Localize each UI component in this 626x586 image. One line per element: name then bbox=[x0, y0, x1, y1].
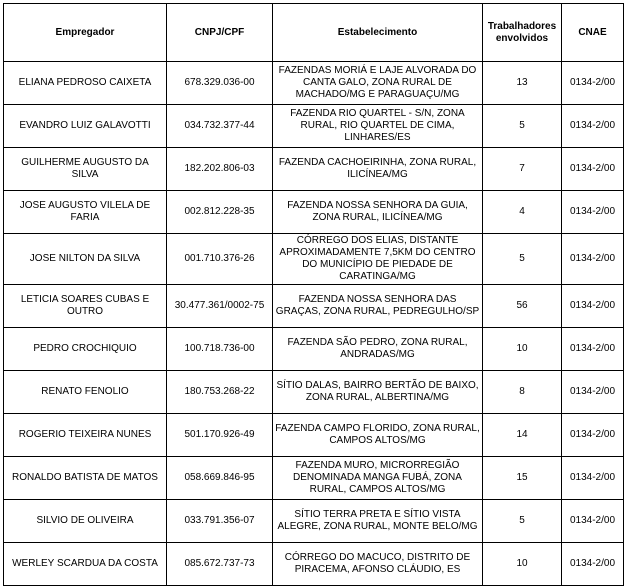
cell-trabalhadores: 7 bbox=[483, 148, 562, 191]
cell-cnae: 0134-2/00 bbox=[562, 414, 624, 457]
cell-empregador: JOSE AUGUSTO VILELA DE FARIA bbox=[4, 191, 167, 234]
cell-cnpj-cpf: 001.710.376-26 bbox=[167, 234, 273, 285]
cell-estabelecimento: SÍTIO TERRA PRETA E SÍTIO VISTA ALEGRE, ZONA RURAL, MONTE BELO/MG bbox=[273, 500, 483, 543]
cell-cnpj-cpf: 182.202.806-03 bbox=[167, 148, 273, 191]
cell-cnae: 0134-2/00 bbox=[562, 371, 624, 414]
table-header bbox=[4, 4, 624, 62]
cell-cnpj-cpf: 30.477.361/0002-75 bbox=[167, 285, 273, 328]
cell-cnae: 0134-2/00 bbox=[562, 148, 624, 191]
cell-estabelecimento: FAZENDAS MORIÁ E LAJE ALVORADA DO CANTA GALO, ZONA RURAL DE MACHADO/MG E PARAGUAÇU/MG bbox=[273, 62, 483, 105]
cell-cnpj-cpf: 180.753.268-22 bbox=[167, 371, 273, 414]
cell-cnpj-cpf: 058.669.846-95 bbox=[167, 457, 273, 500]
cell-empregador: EVANDRO LUIZ GALAVOTTI bbox=[4, 105, 167, 148]
table-row bbox=[4, 328, 624, 371]
header-trabalhadores: Trabalhadores envolvidos bbox=[483, 4, 562, 62]
table-row bbox=[4, 285, 624, 328]
cell-cnpj-cpf: 085.672.737-73 bbox=[167, 543, 273, 586]
header-row bbox=[4, 4, 624, 62]
table-row bbox=[4, 105, 624, 148]
cell-cnae: 0134-2/00 bbox=[562, 457, 624, 500]
header-cnpj-cpf: CNPJ/CPF bbox=[167, 4, 273, 62]
cell-trabalhadores: 5 bbox=[483, 105, 562, 148]
header-estabelecimento: Estabelecimento bbox=[273, 4, 483, 62]
cell-empregador: ELIANA PEDROSO CAIXETA bbox=[4, 62, 167, 105]
table-row bbox=[4, 234, 624, 285]
cell-estabelecimento: FAZENDA NOSSA SENHORA DAS GRAÇAS, ZONA RURAL, PEDREGULHO/SP bbox=[273, 285, 483, 328]
cell-cnpj-cpf: 033.791.356-07 bbox=[167, 500, 273, 543]
cell-empregador: SILVIO DE OLIVEIRA bbox=[4, 500, 167, 543]
table-row bbox=[4, 62, 624, 105]
cell-cnae: 0134-2/00 bbox=[562, 234, 624, 285]
cell-cnpj-cpf: 501.170.926-49 bbox=[167, 414, 273, 457]
cell-empregador: LETICIA SOARES CUBAS E OUTRO bbox=[4, 285, 167, 328]
cell-trabalhadores: 15 bbox=[483, 457, 562, 500]
cell-estabelecimento: SÍTIO DALAS, BAIRRO BERTÃO DE BAIXO, ZONA RURAL, ALBERTINA/MG bbox=[273, 371, 483, 414]
cell-estabelecimento: CÓRREGO DO MACUCO, DISTRITO DE PIRACEMA, AFONSO CLÁUDIO, ES bbox=[273, 543, 483, 586]
cell-trabalhadores: 8 bbox=[483, 371, 562, 414]
cell-empregador: RENATO FENOLIO bbox=[4, 371, 167, 414]
cell-trabalhadores: 56 bbox=[483, 285, 562, 328]
table-body bbox=[4, 62, 624, 586]
cell-estabelecimento: FAZENDA MURO, MICRORREGIÃO DENOMINADA MANGA FUBÁ, ZONA RURAL, CAMPOS ALTOS/MG bbox=[273, 457, 483, 500]
cell-cnae: 0134-2/00 bbox=[562, 328, 624, 371]
cell-trabalhadores: 14 bbox=[483, 414, 562, 457]
cell-cnae: 0134-2/00 bbox=[562, 543, 624, 586]
cell-cnae: 0134-2/00 bbox=[562, 285, 624, 328]
cell-cnae: 0134-2/00 bbox=[562, 62, 624, 105]
cell-empregador: PEDRO CROCHIQUIO bbox=[4, 328, 167, 371]
cell-cnpj-cpf: 034.732.377-44 bbox=[167, 105, 273, 148]
cell-trabalhadores: 5 bbox=[483, 500, 562, 543]
table-row bbox=[4, 371, 624, 414]
table-row bbox=[4, 457, 624, 500]
cell-cnae: 0134-2/00 bbox=[562, 191, 624, 234]
header-cnae: CNAE bbox=[562, 4, 624, 62]
cell-estabelecimento: FAZENDA CACHOEIRINHA, ZONA RURAL, ILICÍNEA/MG bbox=[273, 148, 483, 191]
cell-empregador: GUILHERME AUGUSTO DA SILVA bbox=[4, 148, 167, 191]
cell-cnae: 0134-2/00 bbox=[562, 105, 624, 148]
table-row bbox=[4, 500, 624, 543]
cell-cnpj-cpf: 100.718.736-00 bbox=[167, 328, 273, 371]
cell-estabelecimento: FAZENDA CAMPO FLORIDO, ZONA RURAL, CAMPOS ALTOS/MG bbox=[273, 414, 483, 457]
table-row bbox=[4, 191, 624, 234]
cell-empregador: WERLEY SCARDUA DA COSTA bbox=[4, 543, 167, 586]
cell-trabalhadores: 10 bbox=[483, 328, 562, 371]
header-empregador: Empregador bbox=[4, 4, 167, 62]
cell-empregador: ROGERIO TEIXEIRA NUNES bbox=[4, 414, 167, 457]
cell-estabelecimento: FAZENDA NOSSA SENHORA DA GUIA, ZONA RURAL, ILICÍNEA/MG bbox=[273, 191, 483, 234]
table-row bbox=[4, 543, 624, 586]
cell-estabelecimento: CÓRREGO DOS ELIAS, DISTANTE APROXIMADAMENTE 7,5KM DO CENTRO DO MUNICÍPIO DE PIEDADE DE CARATINGA/MG bbox=[273, 234, 483, 285]
cell-cnae: 0134-2/00 bbox=[562, 500, 624, 543]
table-row bbox=[4, 414, 624, 457]
cell-empregador: JOSE NILTON DA SILVA bbox=[4, 234, 167, 285]
cell-cnpj-cpf: 678.329.036-00 bbox=[167, 62, 273, 105]
cell-estabelecimento: FAZENDA RIO QUARTEL - S/N, ZONA RURAL, RIO QUARTEL DE CIMA, LINHARES/ES bbox=[273, 105, 483, 148]
cell-trabalhadores: 10 bbox=[483, 543, 562, 586]
cell-trabalhadores: 13 bbox=[483, 62, 562, 105]
cell-empregador: RONALDO BATISTA DE MATOS bbox=[4, 457, 167, 500]
table-row bbox=[4, 148, 624, 191]
cell-estabelecimento: FAZENDA SÃO PEDRO, ZONA RURAL, ANDRADAS/MG bbox=[273, 328, 483, 371]
cell-trabalhadores: 4 bbox=[483, 191, 562, 234]
employers-table bbox=[3, 3, 624, 586]
cell-cnpj-cpf: 002.812.228-35 bbox=[167, 191, 273, 234]
cell-trabalhadores: 5 bbox=[483, 234, 562, 285]
